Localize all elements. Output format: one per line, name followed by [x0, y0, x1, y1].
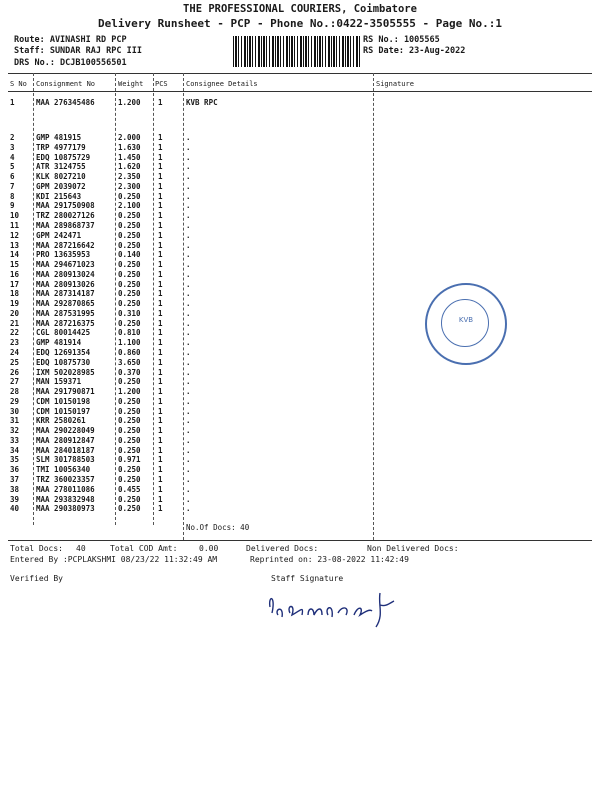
barcode: [233, 36, 361, 67]
row-consignment: EDQ 12691354: [36, 347, 91, 357]
row-sno: 36: [10, 465, 20, 475]
row-weight: 0.250: [118, 318, 141, 328]
row-pcs: 1: [158, 426, 163, 436]
row-pcs: 1: [158, 455, 163, 465]
row-sno: 38: [10, 484, 20, 494]
row-dot: .: [186, 494, 191, 504]
row-consignment: PRO 13635953: [36, 250, 91, 260]
row-sno: 11: [10, 220, 20, 230]
row-sno: 6: [10, 172, 15, 182]
row-pcs: 1: [158, 98, 163, 107]
row-consignment: CDM 10150197: [36, 406, 91, 416]
entered-by: Entered By :PCPLAKSHMI 08/23/22 11:32:49 AM: [10, 555, 218, 564]
row-consignment: TRP 4977179: [36, 142, 86, 152]
row-consignment: KRR 2580261: [36, 416, 86, 426]
bank-stamp: [425, 283, 507, 365]
row-sno: 7: [10, 181, 15, 191]
total-docs-value: 40: [76, 544, 86, 553]
row-dot: .: [186, 445, 191, 455]
row-weight: 0.250: [118, 299, 141, 309]
col-header-sno: S No: [10, 80, 27, 88]
row-pcs: 1: [158, 172, 163, 182]
row-pcs: 1: [158, 269, 163, 279]
row-weight: 0.250: [118, 377, 141, 387]
row-consignment: MAA 290380973: [36, 504, 95, 514]
row-sno: 17: [10, 279, 20, 289]
row-pcs: 1: [158, 416, 163, 426]
row-dot: .: [186, 387, 191, 396]
row-sno: 20: [10, 308, 20, 318]
row-weight: 0.250: [118, 289, 141, 299]
verified-by-label: Verified By: [10, 574, 63, 583]
row-consignment: KLK 8027210: [36, 172, 86, 182]
header-bottom-border: [8, 91, 592, 92]
row-consignment: TRZ 280027126: [36, 211, 95, 221]
row-dot: .: [186, 269, 191, 279]
row-weight: 0.250: [118, 406, 141, 416]
rs-date: RS Date: 23-Aug-2022: [363, 46, 466, 56]
table-bottom-border: [8, 540, 592, 541]
row-weight: 0.250: [118, 494, 141, 504]
row-sno: 2: [10, 133, 15, 142]
row-sno: 34: [10, 445, 20, 455]
row-sno: 5: [10, 162, 15, 172]
row-pcs: 1: [158, 367, 163, 377]
row-weight: 1.100: [118, 338, 141, 348]
row-pcs: 1: [158, 142, 163, 152]
row-sno: 39: [10, 494, 20, 504]
col-header-consignee: Consignee Details: [186, 80, 258, 88]
row-consignment: GPM 2039072: [36, 181, 86, 191]
row-pcs: 1: [158, 338, 163, 348]
row-weight: 0.250: [118, 474, 141, 484]
staff-signature-label: Staff Signature: [271, 574, 344, 583]
row-weight: 0.250: [118, 279, 141, 289]
row-dot: .: [186, 191, 191, 201]
row-weight: 0.250: [118, 396, 141, 406]
row-dot: .: [186, 162, 191, 172]
row-consignment: MAA 287314187: [36, 289, 95, 299]
row-consignment: MAA 287531995: [36, 308, 95, 318]
row-consignment: MAA 293832948: [36, 494, 95, 504]
row-pcs: 1: [158, 201, 163, 211]
col-header-consignment: Consignment No: [36, 80, 96, 88]
row-consignment: GMP 481915: [36, 133, 82, 142]
row-weight: 0.310: [118, 308, 141, 318]
row-dot: .: [186, 152, 191, 162]
row-weight: 0.250: [118, 416, 141, 426]
row-pcs: 1: [158, 435, 163, 445]
row-pcs: 1: [158, 133, 163, 142]
row-consignment: MAA 280912847: [36, 435, 95, 445]
row-pcs: 1: [158, 494, 163, 504]
row-sno: 37: [10, 474, 20, 484]
row-sno: 28: [10, 387, 20, 396]
row-pcs: 1: [158, 289, 163, 299]
row-weight: 1.630: [118, 142, 141, 152]
row-sno: 4: [10, 152, 15, 162]
row-weight: 1.200: [118, 387, 141, 396]
column-divider: [183, 73, 184, 540]
row-weight: 0.250: [118, 504, 141, 514]
reprinted-on: Reprinted on: 23-08-2022 11:42:49: [250, 555, 409, 564]
row-weight: 0.250: [118, 465, 141, 475]
row-dot: .: [186, 220, 191, 230]
row-dot: .: [186, 357, 191, 367]
row-weight: 0.250: [118, 191, 141, 201]
row-sno: 27: [10, 377, 20, 387]
row-consignment: IXM 502028985: [36, 367, 95, 377]
row-pcs: 1: [158, 347, 163, 357]
row-dot: .: [186, 484, 191, 494]
row-sno: 29: [10, 396, 20, 406]
row-dot: .: [186, 377, 191, 387]
row-dot: .: [186, 426, 191, 436]
row-dot: .: [186, 289, 191, 299]
row-weight: 2.000: [118, 133, 141, 142]
row-consignment: TRZ 360023357: [36, 474, 95, 484]
row-sno: 30: [10, 406, 20, 416]
row-consignment: MAA 292870865: [36, 299, 95, 309]
runsheet-title: Delivery Runsheet - PCP - Phone No.:0422-3505555 - Page No.:1: [98, 17, 502, 30]
row-pcs: 1: [158, 240, 163, 250]
row-sno: 25: [10, 357, 20, 367]
row-consignment: MAA 287216642: [36, 240, 95, 250]
row-weight: 0.810: [118, 328, 141, 338]
row-consignment: MAA 276345486: [36, 98, 95, 107]
row-dot: .: [186, 338, 191, 348]
row-sno: 16: [10, 269, 20, 279]
row-consignment: MAA 280913026: [36, 279, 95, 289]
row-dot: .: [186, 230, 191, 240]
total-docs-label: Total Docs:: [10, 544, 63, 553]
row-pcs: 1: [158, 250, 163, 260]
row-consignment: CGL 80014425: [36, 328, 91, 338]
row-consignment: EDQ 10875730: [36, 357, 91, 367]
row-weight: 0.140: [118, 250, 141, 260]
row-sno: 21: [10, 318, 20, 328]
handwritten-signature: [262, 585, 412, 630]
row-pcs: 1: [158, 191, 163, 201]
row-pcs: 1: [158, 396, 163, 406]
row-weight: 0.250: [118, 260, 141, 269]
row-dot: .: [186, 347, 191, 357]
row-consignment: MAA 280913024: [36, 269, 95, 279]
row-weight: 0.250: [118, 269, 141, 279]
row-consignment: MAA 291750908: [36, 201, 95, 211]
row-pcs: 1: [158, 230, 163, 240]
row-pcs: 1: [158, 406, 163, 416]
row-sno: 32: [10, 426, 20, 436]
row-weight: 1.620: [118, 162, 141, 172]
rs-number: RS No.: 1005565: [363, 35, 440, 45]
company-name: THE PROFESSIONAL COURIERS, Coimbatore: [183, 3, 417, 15]
row-weight: 0.370: [118, 367, 141, 377]
row-sno: 26: [10, 367, 20, 377]
row-pcs: 1: [158, 484, 163, 494]
row-pcs: 1: [158, 504, 163, 514]
row-dot: .: [186, 250, 191, 260]
non-delivered-docs-label: Non Delivered Docs:: [367, 544, 459, 553]
row-consignment: GMP 481914: [36, 338, 82, 348]
row-pcs: 1: [158, 308, 163, 318]
row-dot: .: [186, 367, 191, 377]
row-consignment: ATR 3124755: [36, 162, 86, 172]
row-dot: .: [186, 474, 191, 484]
row-dot: .: [186, 133, 191, 142]
row-weight: 0.250: [118, 230, 141, 240]
row-pcs: 1: [158, 357, 163, 367]
row-dot: .: [186, 328, 191, 338]
col-header-signature: Signature: [376, 80, 414, 88]
row-sno: 10: [10, 211, 20, 221]
row-pcs: 1: [158, 328, 163, 338]
row-sno: 24: [10, 347, 20, 357]
row-sno: 35: [10, 455, 20, 465]
row-pcs: 1: [158, 474, 163, 484]
row-weight: 0.860: [118, 347, 141, 357]
row-dot: .: [186, 240, 191, 250]
row-sno: 18: [10, 289, 20, 299]
row-sno: 31: [10, 416, 20, 426]
row-consignment: MAA 287216375: [36, 318, 95, 328]
row-consignment: MAA 278011086: [36, 484, 95, 494]
row-weight: 2.100: [118, 201, 141, 211]
row-weight: 0.455: [118, 484, 141, 494]
row-sno: 14: [10, 250, 20, 260]
row-pcs: 1: [158, 220, 163, 230]
row-consignment: MAN 159371: [36, 377, 82, 387]
row-pcs: 1: [158, 279, 163, 289]
row-dot: .: [186, 435, 191, 445]
row-pcs: 1: [158, 387, 163, 396]
row-pcs: 1: [158, 181, 163, 191]
row-consignment: MAA 294671023: [36, 260, 95, 269]
row-consignment: SLM 301788503: [36, 455, 95, 465]
row-sno: 40: [10, 504, 20, 514]
row-weight: 2.300: [118, 181, 141, 191]
row-weight: 0.250: [118, 211, 141, 221]
row-weight: 2.350: [118, 172, 141, 182]
row-consignment: MAA 290228049: [36, 426, 95, 436]
col-header-pcs: PCS: [155, 80, 168, 88]
row-pcs: 1: [158, 260, 163, 269]
row-dot: .: [186, 201, 191, 211]
row-dot: .: [186, 465, 191, 475]
row-dot: .: [186, 181, 191, 191]
row-consignment: MAA 291790871: [36, 387, 95, 396]
row-pcs: 1: [158, 377, 163, 387]
delivered-docs-label: Delivered Docs:: [246, 544, 319, 553]
row-weight: 0.250: [118, 220, 141, 230]
row-weight: 0.250: [118, 426, 141, 436]
row-sno: 19: [10, 299, 20, 309]
row-sno: 9: [10, 201, 15, 211]
no-of-docs: No.Of Docs: 40: [186, 523, 250, 532]
row-consignment: CDM 10150198: [36, 396, 91, 406]
row-sno: 1: [10, 98, 15, 107]
row-sno: 33: [10, 435, 20, 445]
staff-label: Staff: SUNDAR RAJ RPC III: [14, 46, 142, 56]
row-dot: .: [186, 279, 191, 289]
row-pcs: 1: [158, 299, 163, 309]
total-cod-label: Total COD Amt:: [110, 544, 178, 553]
row-consignment: EDQ 10875729: [36, 152, 91, 162]
drs-number: DRS No.: DCJB100556501: [14, 58, 127, 68]
row-consignment: MAA 289868737: [36, 220, 95, 230]
row-dot: .: [186, 308, 191, 318]
column-divider: [373, 73, 374, 540]
row-consignment: KDI 215643: [36, 191, 82, 201]
row-weight: 0.250: [118, 445, 141, 455]
row-weight: 0.250: [118, 435, 141, 445]
column-divider: [153, 73, 154, 525]
row-sno: 13: [10, 240, 20, 250]
row-dot: .: [186, 504, 191, 514]
row-pcs: 1: [158, 318, 163, 328]
row-sno: 12: [10, 230, 20, 240]
row-consignment: TMI 10056340: [36, 465, 91, 475]
row-dot: .: [186, 455, 191, 465]
row-sno: 22: [10, 328, 20, 338]
table-top-border: [8, 73, 592, 74]
row-sno: 15: [10, 260, 20, 269]
row-dot: .: [186, 260, 191, 269]
row-dot: .: [186, 142, 191, 152]
row-consignment: GPM 242471: [36, 230, 82, 240]
stamp-text: KVB: [458, 316, 474, 324]
column-divider: [33, 73, 34, 525]
row-dot: .: [186, 396, 191, 406]
row-weight: 1.200: [118, 98, 141, 107]
row-weight: 0.250: [118, 240, 141, 250]
row-dot: .: [186, 299, 191, 309]
row-sno: 23: [10, 338, 20, 348]
row-dot: .: [186, 211, 191, 221]
row-pcs: 1: [158, 152, 163, 162]
row-consignment: MAA 284018187: [36, 445, 95, 455]
row-pcs: 1: [158, 162, 163, 172]
route-label: Route: AVINASHI RD PCP: [14, 35, 127, 45]
row-weight: 3.650: [118, 357, 141, 367]
row-dot: .: [186, 406, 191, 416]
row-weight: 1.450: [118, 152, 141, 162]
row-pcs: 1: [158, 465, 163, 475]
row-pcs: 1: [158, 211, 163, 221]
row-sno: 8: [10, 191, 15, 201]
row-sno: 3: [10, 142, 15, 152]
col-header-weight: Weight: [118, 80, 144, 88]
row-dot: .: [186, 416, 191, 426]
row-weight: 0.971: [118, 455, 141, 465]
row-pcs: 1: [158, 445, 163, 455]
row-dot: .: [186, 318, 191, 328]
total-cod-value: 0.00: [199, 544, 219, 553]
row-dot: .: [186, 172, 191, 182]
column-divider: [115, 73, 116, 525]
row-consignee: KVB RPC: [186, 98, 218, 107]
